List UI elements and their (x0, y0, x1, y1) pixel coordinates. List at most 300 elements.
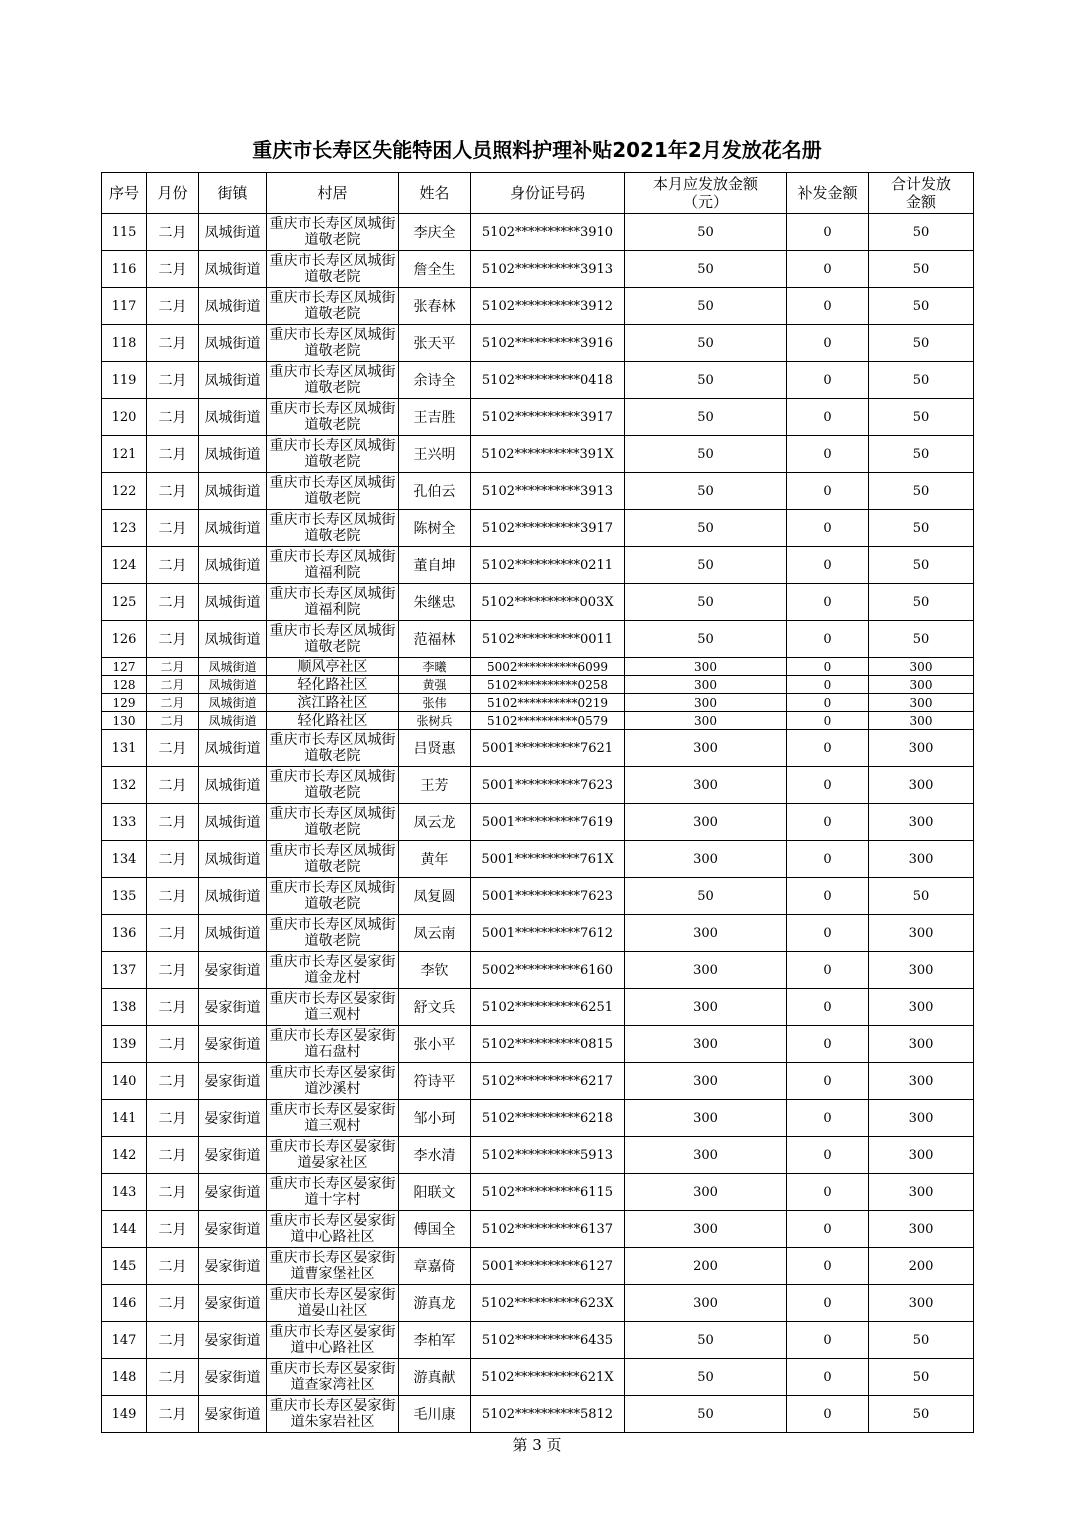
cell-supplement-amount: 0 (787, 1063, 869, 1100)
cell-id-number: 5001**********7623 (471, 767, 625, 804)
cell-due-amount: 300 (625, 1063, 787, 1100)
cell-name: 李水清 (399, 1137, 471, 1174)
cell-street: 晏家街道 (199, 1137, 267, 1174)
cell-street: 凤城街道 (199, 547, 267, 584)
cell-street: 凤城街道 (199, 251, 267, 288)
cell-total-amount: 50 (869, 473, 974, 510)
cell-village: 重庆市长寿区凤城街道敬老院 (267, 214, 399, 251)
cell-month: 二月 (147, 1137, 199, 1174)
cell-id-number: 5001**********7612 (471, 915, 625, 952)
cell-id-number: 5102**********6115 (471, 1174, 625, 1211)
cell-name: 朱继忠 (399, 584, 471, 621)
cell-name: 张小平 (399, 1026, 471, 1063)
table-row (102, 1137, 974, 1174)
cell-street: 凤城街道 (199, 436, 267, 473)
cell-month: 二月 (147, 1396, 199, 1433)
cell-village: 重庆市长寿区晏家街道十字村 (267, 1174, 399, 1211)
cell-name: 陈树全 (399, 510, 471, 547)
cell-due-amount: 300 (625, 767, 787, 804)
cell-seq: 131 (102, 730, 147, 767)
cell-seq: 136 (102, 915, 147, 952)
cell-village: 重庆市长寿区凤城街道敬老院 (267, 841, 399, 878)
cell-id-number: 5102**********0219 (471, 694, 625, 712)
cell-seq: 146 (102, 1285, 147, 1322)
col-header-due-line1: 本月应发放金额 (652, 175, 758, 193)
cell-seq: 128 (102, 676, 147, 694)
table-row (102, 1063, 974, 1100)
cell-seq: 124 (102, 547, 147, 584)
table-row (102, 214, 974, 251)
cell-id-number: 5102**********623X (471, 1285, 625, 1322)
cell-due-amount: 50 (625, 362, 787, 399)
table-row (102, 251, 974, 288)
cell-street: 凤城街道 (199, 399, 267, 436)
cell-id-number: 5102**********0211 (471, 547, 625, 584)
cell-village: 重庆市长寿区凤城街道敬老院 (267, 878, 399, 915)
cell-village: 重庆市长寿区凤城街道敬老院 (267, 251, 399, 288)
cell-seq: 115 (102, 214, 147, 251)
cell-name: 张树兵 (399, 712, 471, 730)
cell-total-amount: 300 (869, 1211, 974, 1248)
cell-id-number: 5102**********391X (471, 436, 625, 473)
roster-body (102, 214, 974, 1433)
cell-supplement-amount: 0 (787, 952, 869, 989)
cell-seq: 126 (102, 621, 147, 658)
cell-supplement-amount: 0 (787, 547, 869, 584)
cell-supplement-amount: 0 (787, 712, 869, 730)
cell-id-number: 5102**********3910 (471, 214, 625, 251)
cell-supplement-amount: 0 (787, 1211, 869, 1248)
cell-supplement-amount: 0 (787, 288, 869, 325)
cell-street: 凤城街道 (199, 288, 267, 325)
cell-total-amount: 50 (869, 584, 974, 621)
table-row (102, 436, 974, 473)
cell-village: 重庆市长寿区晏家街道三观村 (267, 989, 399, 1026)
cell-month: 二月 (147, 510, 199, 547)
col-header-street: 街镇 (199, 173, 267, 214)
cell-month: 二月 (147, 1100, 199, 1137)
cell-total-amount: 50 (869, 621, 974, 658)
cell-due-amount: 300 (625, 676, 787, 694)
cell-seq: 120 (102, 399, 147, 436)
cell-village: 重庆市长寿区晏家街道金龙村 (267, 952, 399, 989)
cell-name: 李柏军 (399, 1322, 471, 1359)
cell-village: 重庆市长寿区凤城街道敬老院 (267, 621, 399, 658)
cell-due-amount: 300 (625, 694, 787, 712)
cell-id-number: 5102**********6137 (471, 1211, 625, 1248)
table-row (102, 712, 974, 730)
cell-village: 顺风亭社区 (267, 658, 399, 676)
cell-street: 晏家街道 (199, 1063, 267, 1100)
cell-street: 晏家街道 (199, 1248, 267, 1285)
cell-supplement-amount: 0 (787, 399, 869, 436)
cell-seq: 144 (102, 1211, 147, 1248)
cell-street: 凤城街道 (199, 878, 267, 915)
cell-supplement-amount: 0 (787, 251, 869, 288)
page-title: 重庆市长寿区失能特困人员照料护理补贴2021年2月发放花名册 (252, 138, 822, 162)
cell-seq: 134 (102, 841, 147, 878)
cell-seq: 143 (102, 1174, 147, 1211)
cell-village: 重庆市长寿区晏家街道沙溪村 (267, 1063, 399, 1100)
cell-month: 二月 (147, 841, 199, 878)
cell-village: 重庆市长寿区晏家街道中心路社区 (267, 1211, 399, 1248)
cell-month: 二月 (147, 436, 199, 473)
cell-name: 凤云龙 (399, 804, 471, 841)
cell-total-amount: 300 (869, 1285, 974, 1322)
cell-seq: 119 (102, 362, 147, 399)
cell-due-amount: 50 (625, 878, 787, 915)
cell-village: 重庆市长寿区凤城街道敬老院 (267, 436, 399, 473)
cell-total-amount: 50 (869, 399, 974, 436)
cell-name: 孔伯云 (399, 473, 471, 510)
cell-due-amount: 300 (625, 804, 787, 841)
cell-month: 二月 (147, 1063, 199, 1100)
table-row (102, 1248, 974, 1285)
cell-month: 二月 (147, 730, 199, 767)
cell-id-number: 5001**********761X (471, 841, 625, 878)
cell-village: 重庆市长寿区晏家街道中心路社区 (267, 1322, 399, 1359)
table-row (102, 1396, 974, 1433)
cell-seq: 116 (102, 251, 147, 288)
col-header-supplement: 补发金额 (787, 173, 869, 214)
col-header-total-line1: 合计发放 (890, 175, 951, 193)
cell-seq: 142 (102, 1137, 147, 1174)
cell-name: 李曦 (399, 658, 471, 676)
cell-street: 凤城街道 (199, 473, 267, 510)
table-row (102, 730, 974, 767)
cell-total-amount: 50 (869, 1322, 974, 1359)
cell-id-number: 5001**********7621 (471, 730, 625, 767)
cell-total-amount: 50 (869, 1396, 974, 1433)
cell-village: 轻化路社区 (267, 676, 399, 694)
table-row (102, 841, 974, 878)
cell-due-amount: 50 (625, 288, 787, 325)
table-row (102, 1285, 974, 1322)
cell-seq: 145 (102, 1248, 147, 1285)
cell-supplement-amount: 0 (787, 214, 869, 251)
cell-village: 重庆市长寿区凤城街道敬老院 (267, 767, 399, 804)
cell-name: 章嘉倚 (399, 1248, 471, 1285)
cell-street: 晏家街道 (199, 952, 267, 989)
cell-supplement-amount: 0 (787, 584, 869, 621)
table-row (102, 767, 974, 804)
cell-street: 凤城街道 (199, 915, 267, 952)
cell-seq: 138 (102, 989, 147, 1026)
cell-supplement-amount: 0 (787, 325, 869, 362)
cell-id-number: 5102**********0418 (471, 362, 625, 399)
cell-due-amount: 50 (625, 399, 787, 436)
cell-month: 二月 (147, 658, 199, 676)
cell-village: 重庆市长寿区晏家街道曹家堡社区 (267, 1248, 399, 1285)
cell-village: 重庆市长寿区晏家街道朱家岩社区 (267, 1396, 399, 1433)
cell-total-amount: 300 (869, 1174, 974, 1211)
cell-month: 二月 (147, 1248, 199, 1285)
cell-seq: 132 (102, 767, 147, 804)
cell-supplement-amount: 0 (787, 1137, 869, 1174)
cell-total-amount: 50 (869, 510, 974, 547)
cell-total-amount: 300 (869, 658, 974, 676)
cell-id-number: 5001**********7623 (471, 878, 625, 915)
cell-supplement-amount: 0 (787, 730, 869, 767)
cell-month: 二月 (147, 804, 199, 841)
cell-name: 游真献 (399, 1359, 471, 1396)
cell-supplement-amount: 0 (787, 878, 869, 915)
cell-due-amount: 300 (625, 1026, 787, 1063)
cell-total-amount: 300 (869, 676, 974, 694)
cell-seq: 147 (102, 1322, 147, 1359)
cell-id-number: 5102**********6251 (471, 989, 625, 1026)
cell-id-number: 5102**********5812 (471, 1396, 625, 1433)
cell-supplement-amount: 0 (787, 915, 869, 952)
table-row (102, 878, 974, 915)
cell-month: 二月 (147, 878, 199, 915)
cell-name: 符诗平 (399, 1063, 471, 1100)
cell-name: 傅国全 (399, 1211, 471, 1248)
cell-name: 董自坤 (399, 547, 471, 584)
cell-village: 重庆市长寿区凤城街道敬老院 (267, 804, 399, 841)
col-header-month: 月份 (147, 173, 199, 214)
cell-village: 重庆市长寿区凤城街道敬老院 (267, 510, 399, 547)
cell-due-amount: 50 (625, 1396, 787, 1433)
table-row (102, 658, 974, 676)
cell-month: 二月 (147, 1322, 199, 1359)
cell-due-amount: 300 (625, 730, 787, 767)
cell-total-amount: 300 (869, 730, 974, 767)
cell-street: 凤城街道 (199, 712, 267, 730)
col-header-due-line2: （元） (682, 193, 728, 211)
cell-name: 王吉胜 (399, 399, 471, 436)
cell-seq: 129 (102, 694, 147, 712)
cell-name: 凤云南 (399, 915, 471, 952)
cell-id-number: 5102**********3916 (471, 325, 625, 362)
table-row (102, 1100, 974, 1137)
cell-month: 二月 (147, 362, 199, 399)
cell-id-number: 5102**********0579 (471, 712, 625, 730)
cell-month: 二月 (147, 1174, 199, 1211)
table-row (102, 1359, 974, 1396)
header-row (102, 173, 974, 214)
cell-id-number: 5102**********003X (471, 584, 625, 621)
cell-due-amount: 50 (625, 621, 787, 658)
col-header-village: 村居 (267, 173, 399, 214)
cell-supplement-amount: 0 (787, 804, 869, 841)
cell-due-amount: 300 (625, 989, 787, 1026)
cell-supplement-amount: 0 (787, 621, 869, 658)
cell-seq: 123 (102, 510, 147, 547)
table-row (102, 510, 974, 547)
cell-seq: 149 (102, 1396, 147, 1433)
cell-village: 重庆市长寿区晏家街道查家湾社区 (267, 1359, 399, 1396)
cell-month: 二月 (147, 288, 199, 325)
cell-seq: 139 (102, 1026, 147, 1063)
cell-street: 凤城街道 (199, 214, 267, 251)
cell-name: 邹小珂 (399, 1100, 471, 1137)
cell-due-amount: 50 (625, 251, 787, 288)
cell-name: 游真龙 (399, 1285, 471, 1322)
cell-name: 毛川康 (399, 1396, 471, 1433)
cell-village: 重庆市长寿区凤城街道敬老院 (267, 730, 399, 767)
cell-village: 重庆市长寿区凤城街道敬老院 (267, 915, 399, 952)
cell-supplement-amount: 0 (787, 1100, 869, 1137)
cell-month: 二月 (147, 214, 199, 251)
cell-due-amount: 50 (625, 584, 787, 621)
cell-supplement-amount: 0 (787, 362, 869, 399)
page-number: 第 3 页 (512, 1436, 562, 1454)
cell-due-amount: 300 (625, 841, 787, 878)
col-header-seq: 序号 (102, 173, 147, 214)
cell-seq: 148 (102, 1359, 147, 1396)
table-row (102, 621, 974, 658)
cell-id-number: 5002**********6099 (471, 658, 625, 676)
cell-street: 晏家街道 (199, 1100, 267, 1137)
cell-supplement-amount: 0 (787, 1359, 869, 1396)
cell-street: 晏家街道 (199, 1396, 267, 1433)
cell-total-amount: 300 (869, 952, 974, 989)
cell-name: 王芳 (399, 767, 471, 804)
table-row (102, 288, 974, 325)
cell-due-amount: 300 (625, 1285, 787, 1322)
cell-street: 凤城街道 (199, 694, 267, 712)
col-header-name: 姓名 (399, 173, 471, 214)
cell-total-amount: 300 (869, 767, 974, 804)
cell-total-amount: 50 (869, 1359, 974, 1396)
cell-total-amount: 300 (869, 1063, 974, 1100)
cell-due-amount: 300 (625, 712, 787, 730)
cell-total-amount: 300 (869, 712, 974, 730)
cell-total-amount: 300 (869, 841, 974, 878)
cell-total-amount: 50 (869, 251, 974, 288)
cell-total-amount: 50 (869, 436, 974, 473)
cell-supplement-amount: 0 (787, 694, 869, 712)
cell-due-amount: 50 (625, 214, 787, 251)
cell-month: 二月 (147, 399, 199, 436)
cell-seq: 133 (102, 804, 147, 841)
cell-month: 二月 (147, 989, 199, 1026)
cell-month: 二月 (147, 584, 199, 621)
cell-month: 二月 (147, 251, 199, 288)
cell-month: 二月 (147, 712, 199, 730)
cell-total-amount: 50 (869, 214, 974, 251)
cell-total-amount: 300 (869, 694, 974, 712)
cell-id-number: 5102**********6217 (471, 1063, 625, 1100)
table-row (102, 473, 974, 510)
cell-due-amount: 300 (625, 1174, 787, 1211)
table-row (102, 676, 974, 694)
cell-due-amount: 50 (625, 1359, 787, 1396)
cell-name: 李钦 (399, 952, 471, 989)
cell-street: 凤城街道 (199, 676, 267, 694)
cell-street: 凤城街道 (199, 804, 267, 841)
cell-id-number: 5102**********5913 (471, 1137, 625, 1174)
cell-name: 范福林 (399, 621, 471, 658)
cell-id-number: 5002**********6160 (471, 952, 625, 989)
cell-street: 凤城街道 (199, 584, 267, 621)
cell-supplement-amount: 0 (787, 841, 869, 878)
cell-due-amount: 300 (625, 1211, 787, 1248)
table-row (102, 584, 974, 621)
cell-month: 二月 (147, 1211, 199, 1248)
cell-due-amount: 300 (625, 1100, 787, 1137)
cell-village: 轻化路社区 (267, 712, 399, 730)
cell-due-amount: 50 (625, 510, 787, 547)
cell-supplement-amount: 0 (787, 1026, 869, 1063)
cell-id-number: 5102**********621X (471, 1359, 625, 1396)
cell-seq: 122 (102, 473, 147, 510)
cell-id-number: 5001**********6127 (471, 1248, 625, 1285)
cell-month: 二月 (147, 547, 199, 584)
cell-month: 二月 (147, 621, 199, 658)
table-row (102, 694, 974, 712)
cell-due-amount: 50 (625, 1322, 787, 1359)
cell-street: 凤城街道 (199, 362, 267, 399)
table-row (102, 1026, 974, 1063)
cell-supplement-amount: 0 (787, 1322, 869, 1359)
cell-id-number: 5102**********3912 (471, 288, 625, 325)
cell-month: 二月 (147, 473, 199, 510)
cell-total-amount: 300 (869, 915, 974, 952)
cell-total-amount: 300 (869, 1100, 974, 1137)
cell-due-amount: 300 (625, 1137, 787, 1174)
cell-month: 二月 (147, 1285, 199, 1322)
cell-total-amount: 50 (869, 362, 974, 399)
cell-village: 重庆市长寿区凤城街道敬老院 (267, 362, 399, 399)
cell-name: 吕贤惠 (399, 730, 471, 767)
table-row (102, 952, 974, 989)
table-row (102, 547, 974, 584)
col-header-total (869, 173, 974, 214)
cell-village: 重庆市长寿区晏家街道石盘村 (267, 1026, 399, 1063)
cell-village: 重庆市长寿区凤城街道敬老院 (267, 473, 399, 510)
cell-total-amount: 50 (869, 878, 974, 915)
cell-month: 二月 (147, 1026, 199, 1063)
cell-supplement-amount: 0 (787, 473, 869, 510)
cell-id-number: 5102**********6218 (471, 1100, 625, 1137)
cell-supplement-amount: 0 (787, 658, 869, 676)
cell-supplement-amount: 0 (787, 1285, 869, 1322)
cell-street: 晏家街道 (199, 1211, 267, 1248)
cell-seq: 141 (102, 1100, 147, 1137)
table-row (102, 915, 974, 952)
table-row (102, 1211, 974, 1248)
cell-village: 重庆市长寿区凤城街道敬老院 (267, 399, 399, 436)
cell-id-number: 5102**********3917 (471, 510, 625, 547)
cell-street: 凤城街道 (199, 767, 267, 804)
cell-month: 二月 (147, 952, 199, 989)
cell-seq: 125 (102, 584, 147, 621)
cell-supplement-amount: 0 (787, 989, 869, 1026)
cell-supplement-amount: 0 (787, 1174, 869, 1211)
cell-street: 晏家街道 (199, 1026, 267, 1063)
cell-supplement-amount: 0 (787, 510, 869, 547)
cell-village: 重庆市长寿区凤城街道敬老院 (267, 288, 399, 325)
cell-id-number: 5102**********3917 (471, 399, 625, 436)
cell-street: 凤城街道 (199, 510, 267, 547)
cell-name: 詹全生 (399, 251, 471, 288)
cell-street: 凤城街道 (199, 841, 267, 878)
cell-due-amount: 50 (625, 547, 787, 584)
cell-id-number: 5001**********7619 (471, 804, 625, 841)
col-header-due (625, 173, 787, 214)
col-header-total-line2: 金额 (905, 193, 936, 211)
cell-name: 李庆全 (399, 214, 471, 251)
cell-street: 晏家街道 (199, 1359, 267, 1396)
cell-supplement-amount: 0 (787, 1248, 869, 1285)
cell-total-amount: 300 (869, 989, 974, 1026)
cell-total-amount: 200 (869, 1248, 974, 1285)
cell-month: 二月 (147, 694, 199, 712)
cell-name: 张伟 (399, 694, 471, 712)
cell-village: 重庆市长寿区凤城街道敬老院 (267, 325, 399, 362)
